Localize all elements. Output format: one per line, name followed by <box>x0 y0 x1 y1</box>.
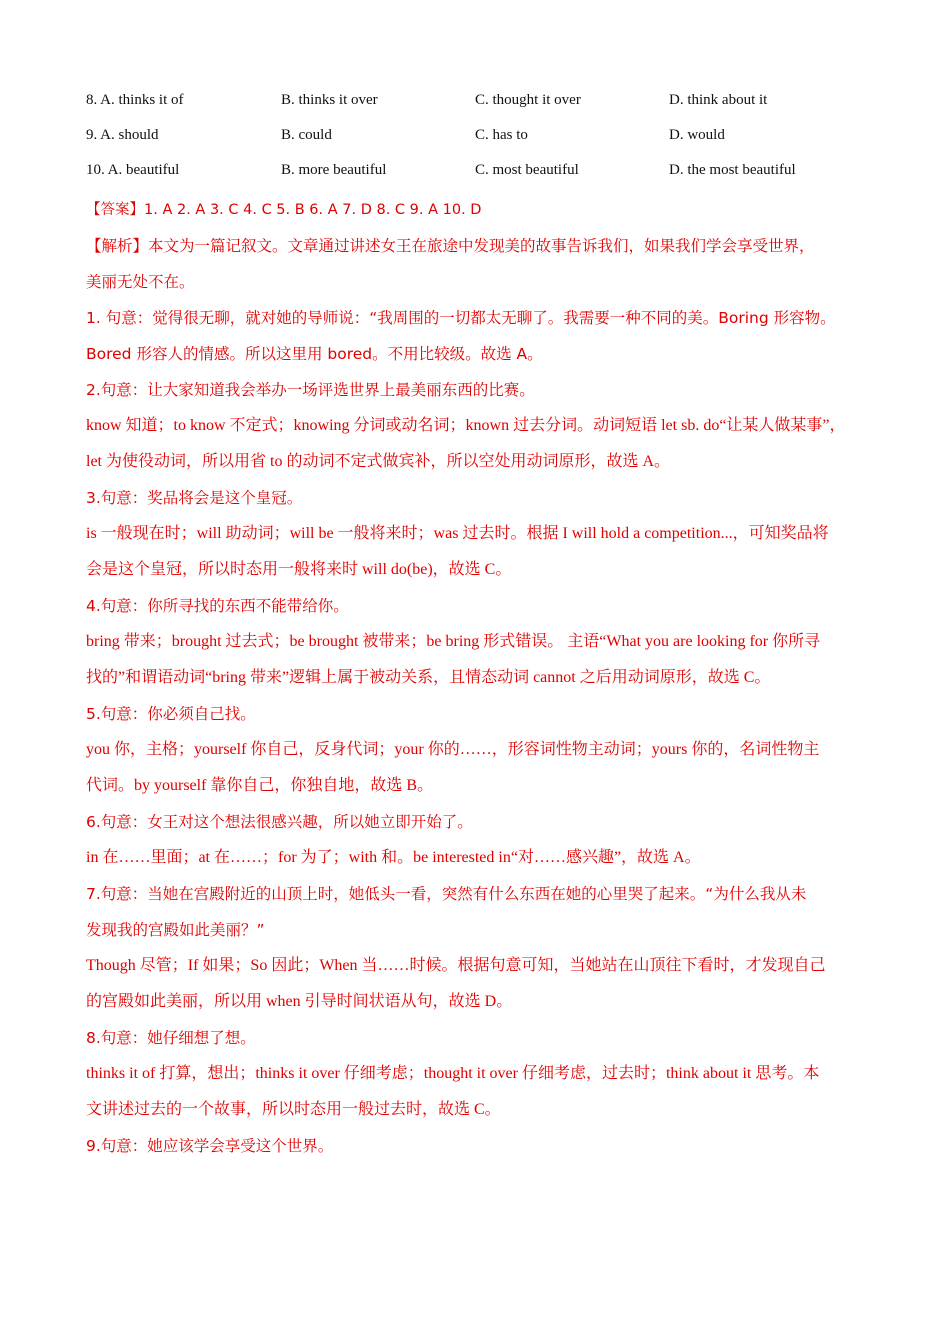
explanation-q7-line: 的宫殿如此美丽，所以用 when 引导时间状语从句，故选 D。 <box>86 993 513 1010</box>
explanation-q4-line: bring 带来；brought 过去式；be brought 被带来；be bring 形式错误。 主语“What you are looking for 你所寻 <box>86 633 821 650</box>
explanation-q1-line: 1. 句意：觉得很无聊，就对她的导师说：“我周围的一切都太无聊了。我需要一种不同的美。Boring 形容物。 <box>86 309 836 327</box>
explanation-q8-line: 8.句意：她仔细想了想。 <box>86 1029 256 1047</box>
analysis-intro-line: 【解析】本文为一篇记叙文。文章通过讲述女王在旅途中发现美的故事告诉我们，如果我们学会享受世界， <box>86 237 815 255</box>
explanation-q4-line: 找的”和谓语动词“bring 带来”逻辑上属于被动关系，且情态动词 cannot 之后用动词原形，故选 C。 <box>86 669 771 686</box>
answer-key-line: 【答案】1. A 2. A 3. C 4. C 5. B 6. A 7. D 8. C 9. A 10. D <box>86 202 482 218</box>
option-10d: D. the most beautiful <box>669 162 796 178</box>
option-8a: 8. A. thinks it of <box>86 92 184 108</box>
explanation-q5-line: 代词。by yourself 靠你自己，你独自地，故选 B。 <box>86 777 434 794</box>
option-10a: 10. A. beautiful <box>86 162 180 178</box>
option-row-8 <box>86 88 886 123</box>
option-8c: C. thought it over <box>475 92 581 108</box>
option-10c: C. most beautiful <box>475 162 579 178</box>
option-8b: B. thinks it over <box>281 92 378 108</box>
explanation-q8-line: 文讲述过去的一个故事，所以时态用一般过去时，故选 C。 <box>86 1101 501 1118</box>
explanation-q7-line: 7.句意：当她在宫殿附近的山顶上时，她低头一看，突然有什么东西在她的心里哭了起来。“为什么我从未 <box>86 885 807 903</box>
explanation-q1-line: Bored 形容人的情感。所以这里用 bored。不用比较级。故选 A。 <box>86 345 543 363</box>
option-row-10 <box>86 158 886 193</box>
explanation-q5-line: 5.句意：你必须自己找。 <box>86 705 256 723</box>
option-row-9 <box>86 123 886 158</box>
option-9c: C. has to <box>475 127 528 143</box>
option-9a: 9. A. should <box>86 127 159 143</box>
option-9d: D. would <box>669 127 725 143</box>
explanation-q7-line: 发现我的宫殿如此美丽？” <box>86 921 265 939</box>
explanation-q2-line: let 为使役动词，所以用省 to 的动词不定式做宾补，所以空处用动词原形，故选 A。 <box>86 453 670 470</box>
explanation-q3-line: 会是这个皇冠，所以时态用一般将来时 will do(be)，故选 C。 <box>86 561 512 578</box>
answer-options <box>86 88 886 193</box>
option-8d: D. think about it <box>669 92 768 108</box>
option-10b: B. more beautiful <box>281 162 387 178</box>
explanation-q3-line: is 一般现在时；will 助动词；will be 一般将来时；was 过去时。根据 I will hold a competition...，可知奖品将 <box>86 525 829 542</box>
explanation-q4-line: 4.句意：你所寻找的东西不能带给你。 <box>86 597 349 615</box>
analysis-intro-line: 美丽无处不在。 <box>86 273 195 291</box>
explanation-q5-line: you 你，主格；yourself 你自己，反身代词；your 你的……，形容词性物主动词；yours 你的，名词性物主 <box>86 741 820 758</box>
explanation-q2-line: know 知道；to know 不定式；knowing 分词或动名词；known 过去分词。动词短语 let sb. do“让某人做某事”， <box>86 417 846 434</box>
explanation-q2-line: 2.句意：让大家知道我会举办一场评选世界上最美丽东西的比赛。 <box>86 381 535 399</box>
answer-analysis <box>86 192 886 1164</box>
explanation-q6-line: 6.句意：女王对这个想法很感兴趣，所以她立即开始了。 <box>86 813 473 831</box>
explanation-q7-line: Though 尽管；If 如果；So 因此；When 当……时候。根据句意可知，当她站在山顶往下看时，才发现自己 <box>86 957 826 974</box>
option-9b: B. could <box>281 127 332 143</box>
explanation-q9-line: 9.句意：她应该学会享受这个世界。 <box>86 1137 334 1155</box>
explanation-q6-line: in 在……里面；at 在……；for 为了；with 和。be interested in“对……感兴趣”，故选 A。 <box>86 849 701 866</box>
explanation-q8-line: thinks it of 打算，想出；thinks it over 仔细考虑；thought it over 仔细考虑，过去时；think about it 思考。本 <box>86 1065 820 1082</box>
explanation-q3-line: 3.句意：奖品将会是这个皇冠。 <box>86 489 303 507</box>
